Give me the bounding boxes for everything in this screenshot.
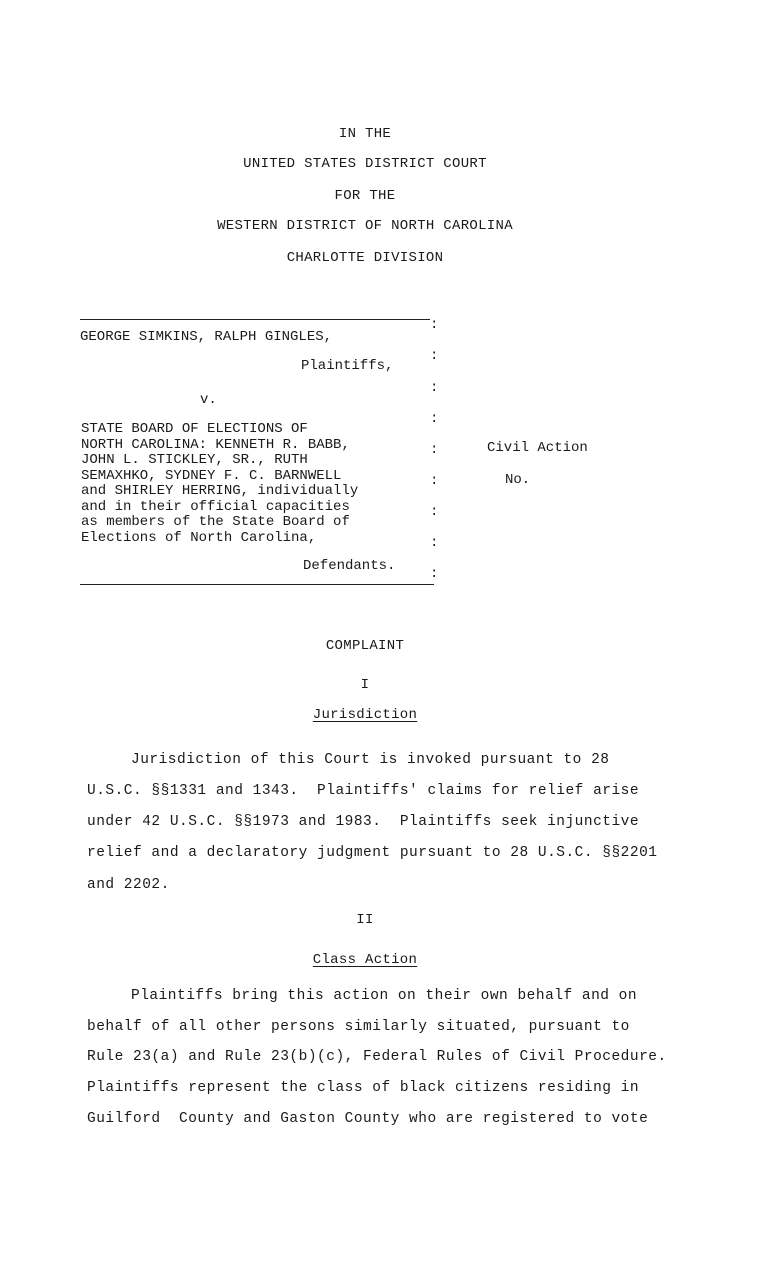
court-header-line-1: IN THE — [338, 126, 392, 142]
section-heading — [0, 952, 730, 968]
paragraph-line: Guilford County and Gaston County who are registered to vote — [87, 1111, 649, 1127]
section-numeral: II — [356, 912, 374, 928]
defendants-line: JOHN L. STICKLEY, SR., RUTH — [81, 452, 308, 468]
caption-colon: : — [430, 442, 439, 458]
caption-colon: : — [430, 535, 439, 551]
defendants-line: and in their official capacities — [81, 498, 350, 515]
defendants-line: STATE BOARD OF ELECTIONS OF — [81, 421, 308, 437]
caption-colon: : — [430, 380, 439, 396]
court-header-line-3: FOR THE — [334, 188, 396, 204]
court-header-line-2: UNITED STATES DISTRICT COURT — [243, 156, 487, 172]
paragraph-line: Plaintiffs bring this action on their own behalf and on — [131, 988, 638, 1004]
caption-colon: : — [430, 317, 439, 333]
paragraph-line: under 42 U.S.C. §§1973 and 1983. Plaintiffs seek injunctive — [87, 814, 640, 830]
section-heading-text: Jurisdiction — [312, 707, 418, 723]
section-heading-text: Class Action — [312, 952, 418, 968]
defendants-line: NORTH CAROLINA: KENNETH R. BABB, — [81, 436, 350, 453]
paragraph-line: Rule 23(a) and Rule 23(b)(c), Federal Rules of Civil Procedure. — [87, 1049, 667, 1065]
caption-colon: : — [430, 348, 439, 364]
civil-action-number-label: No. — [505, 472, 531, 488]
paragraph-line: Jurisdiction of this Court is invoked pursuant to 28 — [131, 752, 610, 768]
paragraph-line: and 2202. — [87, 877, 170, 893]
paragraph-line: behalf of all other persons similarly situated, pursuant to — [87, 1019, 630, 1035]
civil-action-label: Civil Action — [487, 440, 588, 456]
plaintiffs-label: Plaintiffs, — [301, 358, 394, 374]
caption-colon: : — [430, 566, 439, 582]
section-numeral: I — [360, 677, 370, 693]
defendants-label: Defendants. — [303, 558, 396, 574]
caption-bottom-rule — [80, 584, 434, 585]
defendants-line: as members of the State Board of — [81, 514, 350, 530]
section-heading — [0, 707, 730, 723]
caption-colon: : — [430, 411, 439, 427]
caption-top-rule — [80, 319, 430, 320]
versus: v. — [200, 392, 217, 408]
paragraph-line: relief and a declaratory judgment pursuant to 28 U.S.C. §§2201 — [87, 845, 658, 861]
defendants-line: SEMAXHKO, SYDNEY F. C. BARNWELL — [81, 467, 342, 484]
caption-colon: : — [430, 504, 439, 520]
defendants-line: and SHIRLEY HERRING, individually — [81, 483, 359, 499]
paragraph-line: U.S.C. §§1331 and 1343. Plaintiffs' claims for relief arise — [87, 783, 640, 799]
plaintiffs-names: GEORGE SIMKINS, RALPH GINGLES, — [80, 329, 333, 345]
document-title: COMPLAINT — [325, 638, 405, 654]
paragraph-line: Plaintiffs represent the class of black citizens residing in — [87, 1080, 640, 1096]
defendants-line: Elections of North Carolina, — [81, 529, 317, 546]
court-header-line-5: CHARLOTTE DIVISION — [286, 250, 444, 266]
court-header-line-4: WESTERN DISTRICT OF NORTH CAROLINA — [217, 218, 513, 234]
caption-colon: : — [430, 473, 439, 489]
